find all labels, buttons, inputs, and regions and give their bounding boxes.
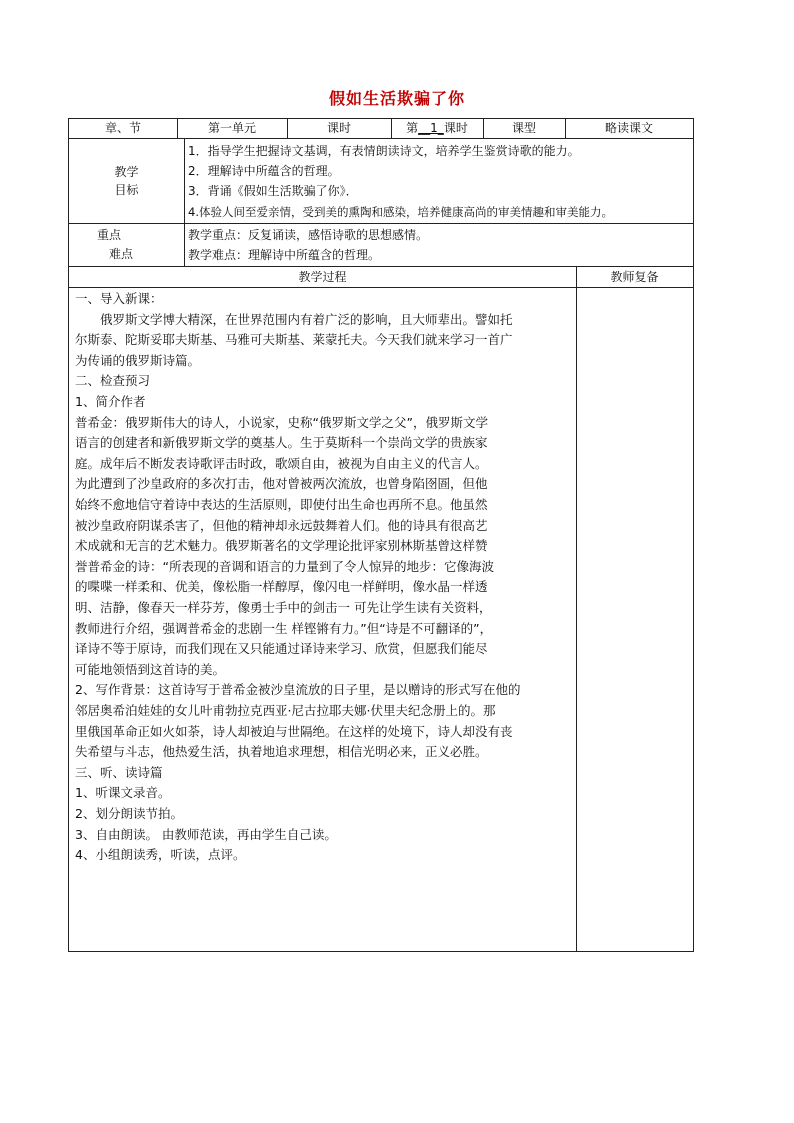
type-label: 课型 (511, 121, 536, 135)
process-line: 可能地领悟到这首诗的美。 (75, 661, 226, 677)
focus-label-1: 重点 (97, 228, 122, 242)
process-line: 始终不愈地信守着诗中表达的生活原则，即使付出生命也再所不息。他虽然 (75, 497, 488, 512)
lesson-suffix: 课时 (443, 121, 468, 135)
process-line: 俄罗斯文学博大精深，在世界范围内有着广泛的影响，且大师辈出。譬如托 (75, 311, 513, 327)
process-line: 为传诵的俄罗斯诗篇。 (75, 352, 201, 368)
lesson-count (391, 119, 483, 137)
objectives-label-1: 教学 (114, 165, 139, 179)
lesson-plan-table (68, 118, 694, 952)
process-line: 为此遭到了沙皇政府的多次打击，他对曾被两次流放，也曾身陷囹圄，但他 (75, 476, 488, 492)
process-line: 2、划分朗读节拍。 (75, 806, 183, 821)
objective-item: 1．指导学生把握诗文基调，有表情朗读诗文，培养学生鉴赏诗歌的能力。 (188, 144, 580, 158)
process-line: 二、检查预习 (75, 373, 151, 389)
process-line: 术成就和无言的艺术魅力。俄罗斯著名的文学理论批评家别林斯基曾这样赞 (75, 538, 488, 554)
objective-item: 4.体验人间至爱亲情，受到美的熏陶和感染，培养健康高尚的审美情趣和审美能力。 (188, 205, 613, 219)
process-line: 明、洁静，像春天一样芬芳，像勇士手中的剑击一 可先让学生读有关资料， (75, 600, 492, 615)
process-line: 3、自由朗读。 由教师范读，再由学生自己读。 (75, 826, 337, 842)
process-line: 誉普希金的诗：“所表现的音调和语言的力量到了令人惊异的地步：它像海波 (75, 558, 494, 574)
document-title: 假如生活欺骗了你 (328, 89, 465, 108)
type-value: 略读课文 (604, 121, 653, 135)
focus-label-2: 难点 (109, 247, 134, 261)
chapter-label: 章、节 (104, 121, 141, 135)
objective-item: 3．背诵《假如生活欺骗了你》． (188, 184, 358, 198)
process-line: 1、听课文录音。 (75, 785, 171, 801)
process-line: 一、导入新课： (75, 291, 163, 306)
process-line: 被沙皇政府阴谋杀害了，但他的精神却永远鼓舞着人们。他的诗具有很高艺 (75, 517, 488, 533)
process-line: 邻居奥希泊娃娃的女儿叶甫勃拉克西亚·尼古拉耶夫娜·伏里夫纪念册上的。那 (75, 703, 496, 718)
objectives-label-2: 目标 (114, 183, 139, 197)
process-line: 语言的创建者和新俄罗斯文学的奠基人。生于莫斯科一个崇尚文学的贵族家 (75, 435, 488, 451)
chapter-value: 第一单元 (207, 121, 256, 135)
process-line: 教师进行介绍，强调普希金的悲剧一生 样铿锵有力。”但“诗是不可翻译的”， (75, 620, 493, 636)
objective-item: 2．理解诗中所蕴含的哲理。 (188, 164, 340, 178)
process-line: 里俄国革命正如火如荼，诗人却被迫与世隔绝。在这样的处境下，诗人却没有丧 (75, 723, 513, 739)
difficulty-text: 教学难点：理解诗中所蕴含的哲理。 (188, 248, 381, 262)
process-line: 尔斯泰、陀斯妥耶夫斯基、马雅可夫斯基、莱蒙托夫。今天我们就来学习一首广 (75, 332, 513, 348)
process-line: 三、听、读诗篇 (75, 764, 163, 780)
lesson-label: 课时 (326, 121, 351, 135)
process-line: 庭。成年后不断发表诗歌评击时政，歌颂自由，被视为自由主义的代言人。 (75, 455, 488, 471)
notes-header: 教师复备 (610, 270, 659, 284)
key-point-text: 教学重点：反复诵读，感悟诗歌的思想感情。 (188, 228, 429, 242)
process-line: 1、简介作者 (75, 394, 146, 409)
process-line: 的喋喋一样柔和、优美，像松脂一样醇厚，像闪电一样鲜明，像水晶一样透 (75, 579, 488, 595)
process-line: 失希望与斗志，他热爱生活，执着地追求理想，相信光明必来，正义必胜。 (75, 744, 488, 760)
lesson-number: __1_ (418, 121, 444, 135)
lesson-prefix: 第 (406, 121, 419, 135)
process-line: 译诗不等于原诗，而我们现在又只能通过译诗来学习、欣赏，但愿我们能尽 (75, 641, 488, 657)
process-line: 4、小组朗读秀，听读，点评。 (75, 847, 246, 863)
process-line: 2、写作背景：这首诗写于普希金被沙皇流放的日子里，是以赠诗的形式写在他的 (75, 682, 521, 698)
process-header: 教学过程 (298, 270, 347, 284)
process-line: 普希金：俄罗斯伟大的诗人，小说家，史称“俄罗斯文学之父”，俄罗斯文学 (75, 414, 488, 430)
